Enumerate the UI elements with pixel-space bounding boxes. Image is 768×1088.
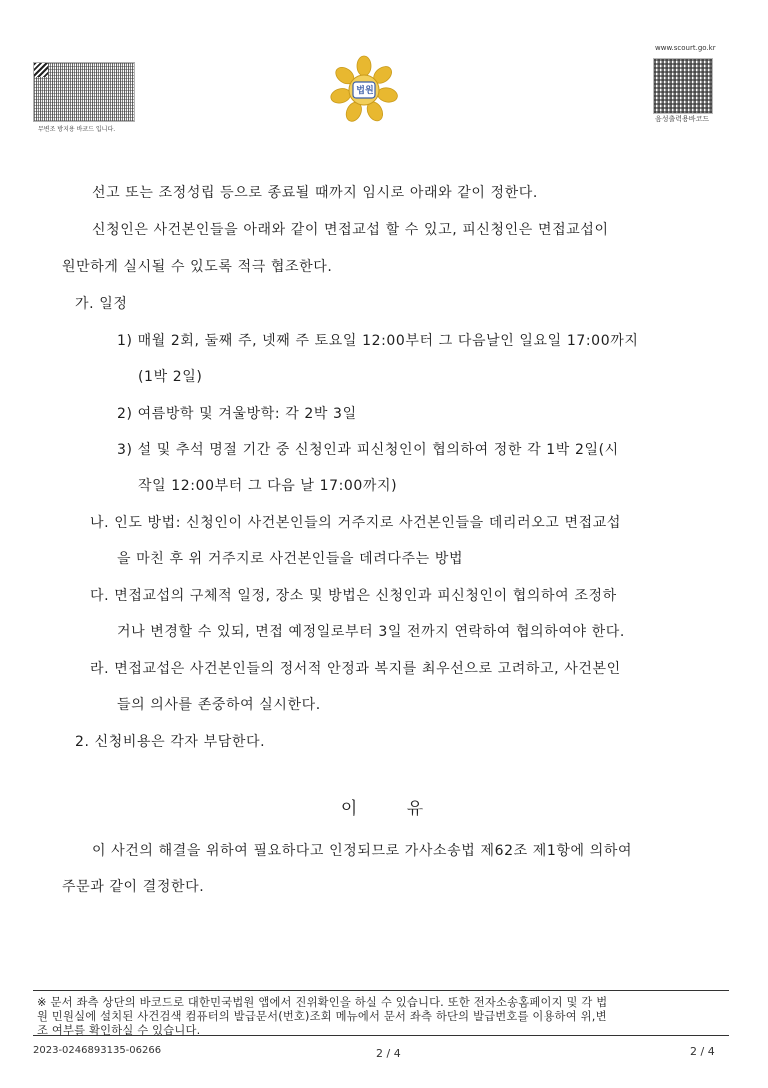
court-url: www.scourt.go.kr xyxy=(655,44,716,52)
court-emblem xyxy=(329,54,399,126)
notice-line: ※ 문서 좌측 상단의 바코드로 대한민국법원 앱에서 진위확인을 하실 수 있습니다. 또한 전자소송홈페이지 및 각 법 xyxy=(37,996,608,1009)
page-number-right: 2 / 4 xyxy=(690,1045,715,1058)
section-da: 다. 면접교섭의 구체적 일정, 장소 및 방법은 신청인과 피신청인이 협의하여 조정하 xyxy=(90,588,617,604)
section-da-cont: 거나 변경할 수 있되, 면접 예정일로부터 3일 전까지 연락하여 협의하여야 한다. xyxy=(117,624,625,640)
schedule-item-3: 3) 설 및 추석 명절 기간 중 신청인과 피신청인이 협의하여 정한 각 1박 2일(시 xyxy=(117,442,619,458)
notice-line: 원 민원실에 설치된 사건검색 컴퓨터의 발급문서(번호)조회 메뉴에서 문서 좌측 하단의 발급번호를 이용하여 위,변 xyxy=(37,1010,607,1023)
page-number-center: 2 / 4 xyxy=(376,1047,401,1060)
reason-line: 이 사건의 해결을 위하여 필요하다고 인정되므로 가사소송법 제62조 제1항에 의하여 xyxy=(92,843,633,859)
schedule-item-1: 1) 매월 2회, 둘째 주, 넷째 주 토요일 12:00부터 그 다음날인 일요일 17:00까지 xyxy=(117,333,639,349)
section-ra: 라. 면접교섭은 사건본인들의 정서적 안정과 복지를 최우선으로 고려하고, 사건본인 xyxy=(90,661,621,677)
reason-heading-char-2: 유 xyxy=(406,799,428,819)
schedule-item-1-cont: (1박 2일) xyxy=(138,369,203,385)
clause-2: 2. 신청비용은 각자 부담한다. xyxy=(75,734,266,750)
reason-heading-char-1: 이 xyxy=(340,799,362,819)
audio-output-barcode xyxy=(653,58,713,114)
body-line: 신청인은 사건본인들을 아래와 같이 면접교섭 할 수 있고, 피신청인은 면접교섭이 xyxy=(92,222,609,238)
section-ga: 가. 일정 xyxy=(75,296,128,312)
schedule-item-2: 2) 여름방학 및 겨울방학: 각 2박 3일 xyxy=(117,406,357,422)
emblem-label: 법원 xyxy=(356,86,374,96)
authentication-barcode xyxy=(33,62,135,122)
barcode-corner-mark xyxy=(34,63,48,77)
barcode-caption: 무변조 방지용 바코드 입니다. xyxy=(38,126,116,133)
reason-heading xyxy=(0,794,768,819)
reason-line: 주문과 같이 결정한다. xyxy=(62,879,205,895)
body-line: 원만하게 실시될 수 있도록 적극 협조한다. xyxy=(62,259,333,275)
verification-notice xyxy=(33,990,729,1036)
section-ra-cont: 들의 의사를 존중하여 실시한다. xyxy=(117,697,321,713)
schedule-item-3-cont: 작일 12:00부터 그 다음 날 17:00까지) xyxy=(138,478,398,494)
section-na: 나. 인도 방법: 신청인이 사건본인들의 거주지로 사건본인들을 데리러오고 면접교섭 xyxy=(90,515,621,531)
body-line: 선고 또는 조정성립 등으로 종료될 때까지 임시로 아래와 같이 정한다. xyxy=(92,185,538,201)
issue-number: 2023-0246893135-06266 xyxy=(33,1045,162,1056)
notice-line: 조 여부를 확인하실 수 있습니다. xyxy=(37,1024,201,1037)
qr-caption: 음성출력용바코드 xyxy=(655,115,710,123)
section-na-cont: 을 마친 후 위 거주지로 사건본인들을 데려다주는 방법 xyxy=(117,551,464,567)
